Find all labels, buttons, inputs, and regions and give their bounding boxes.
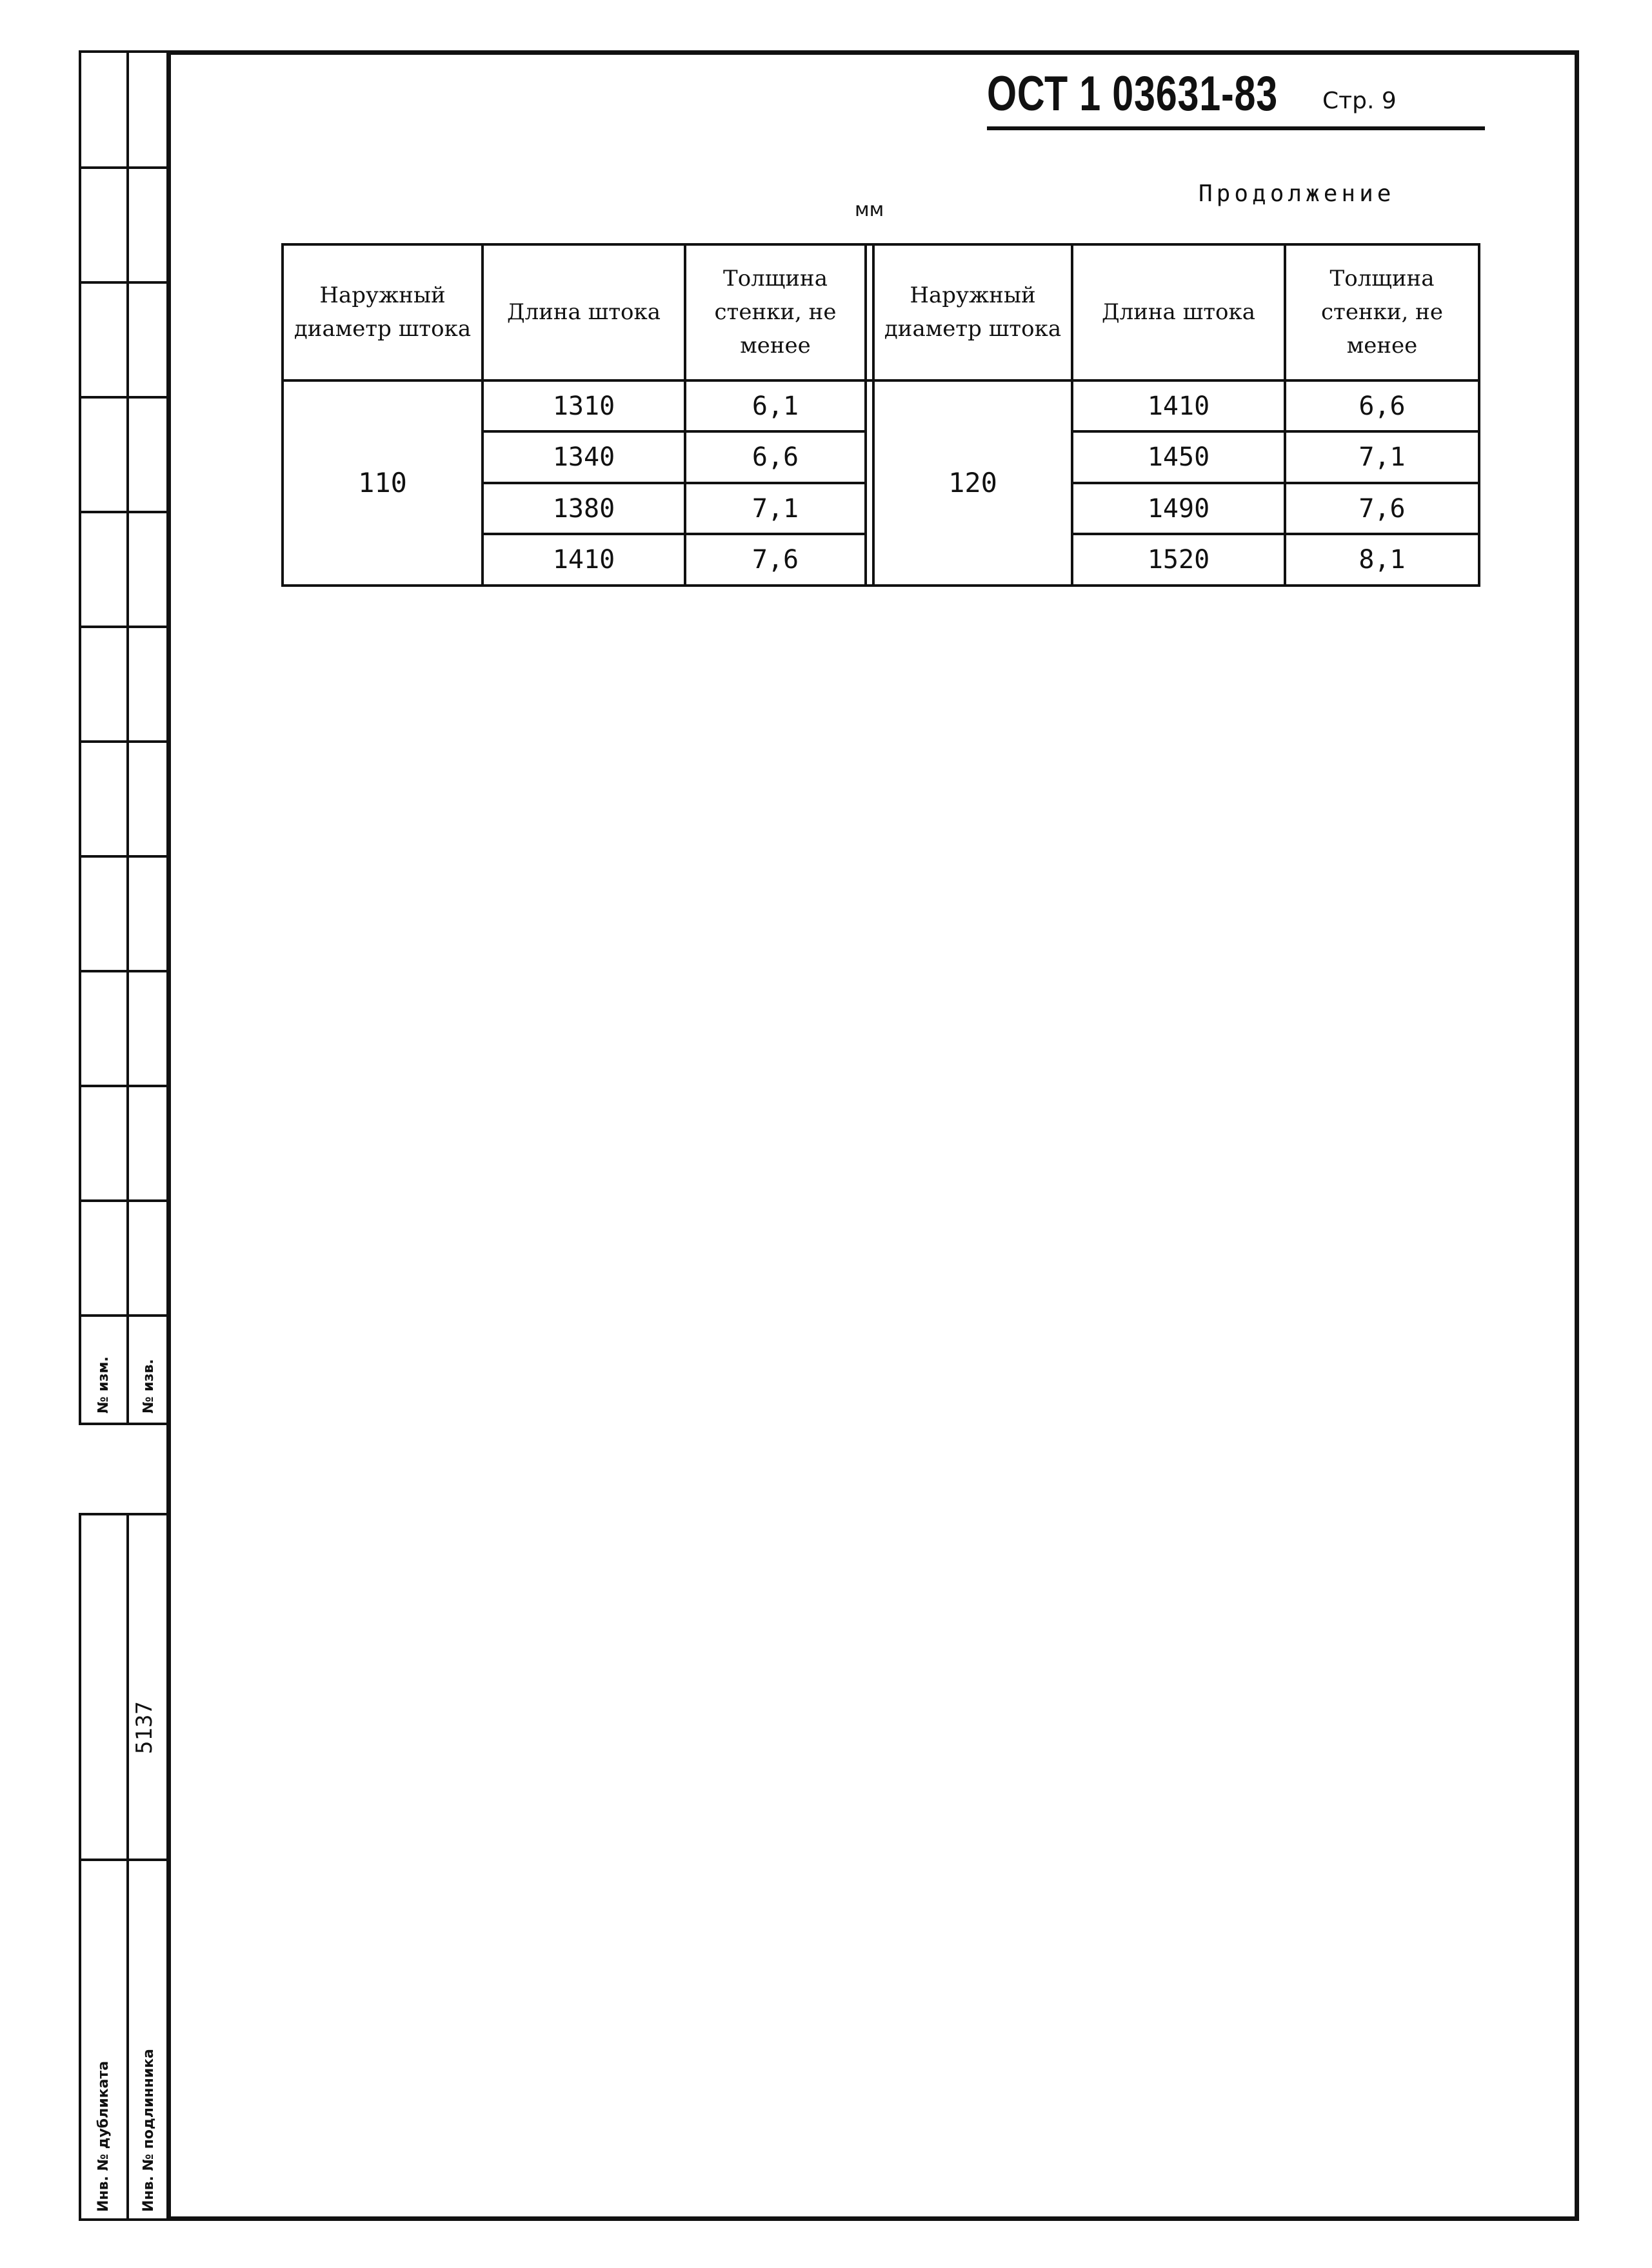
margin-cell-line: [81, 396, 166, 399]
page-number: Стр. 9: [1322, 88, 1397, 114]
column-header: Наружный диаметр штока: [283, 244, 483, 380]
thickness-cell: 6,6: [1285, 380, 1479, 432]
diameter-cell: 120: [873, 380, 1072, 586]
length-cell: 1310: [483, 380, 685, 432]
table-header-row: [283, 244, 1479, 380]
diameter-cell: 110: [283, 380, 483, 586]
original-inventory-number: 5137: [132, 1701, 157, 1754]
length-cell: 1410: [483, 534, 685, 586]
margin-cell-line: [81, 740, 166, 743]
table-separator: [866, 244, 873, 380]
margin-strip-bottom: [79, 1513, 169, 2221]
column-header: Длина штока: [1072, 244, 1285, 380]
margin-cell-line: [81, 166, 166, 169]
notice-number-label: № изв.: [141, 1359, 157, 1414]
header-underline: [987, 126, 1485, 130]
margin-divider: [126, 53, 129, 1423]
change-number-label: № изм.: [95, 1356, 112, 1414]
margin-cell-line: [81, 511, 166, 513]
thickness-cell: 7,6: [1285, 483, 1479, 535]
margin-cell-line: [81, 855, 166, 858]
original-inventory-label: Инв. № подлинника: [141, 2049, 157, 2212]
thickness-cell: 6,6: [685, 431, 866, 483]
document-code: ОСТ 1 03631-83: [987, 66, 1279, 121]
margin-cell-line: [81, 1199, 166, 1202]
margin-cell-line: [81, 970, 166, 972]
length-cell: 1340: [483, 431, 685, 483]
length-cell: 1410: [1072, 380, 1285, 432]
margin-cell-line: [81, 281, 166, 284]
length-cell: 1450: [1072, 431, 1285, 483]
thickness-cell: 7,1: [1285, 431, 1479, 483]
length-cell: 1380: [483, 483, 685, 535]
margin-cell-line: [81, 1859, 166, 1861]
margin-divider: [126, 1515, 129, 2218]
column-header: Толщина стенки, не менее: [685, 244, 866, 380]
margin-cell-line: [81, 626, 166, 628]
margin-strip-top: [79, 50, 169, 1425]
column-header: Наружный диаметр штока: [873, 244, 1072, 380]
table-separator: [866, 380, 873, 586]
margin-cell-line: [81, 1085, 166, 1087]
length-cell: 1490: [1072, 483, 1285, 535]
dimensions-table: [281, 243, 1480, 587]
thickness-cell: 8,1: [1285, 534, 1479, 586]
margin-cell-line: [81, 1314, 166, 1317]
thickness-cell: 7,6: [685, 534, 866, 586]
continuation-label: Продолжение: [1199, 181, 1395, 207]
duplicate-inventory-label: Инв. № дубликата: [95, 2060, 112, 2212]
unit-label: мм: [855, 199, 884, 221]
thickness-cell: 7,1: [685, 483, 866, 535]
column-header: Толщина стенки, не менее: [1285, 244, 1479, 380]
thickness-cell: 6,1: [685, 380, 866, 432]
column-header: Длина штока: [483, 244, 685, 380]
table-row: [283, 380, 1479, 432]
length-cell: 1520: [1072, 534, 1285, 586]
